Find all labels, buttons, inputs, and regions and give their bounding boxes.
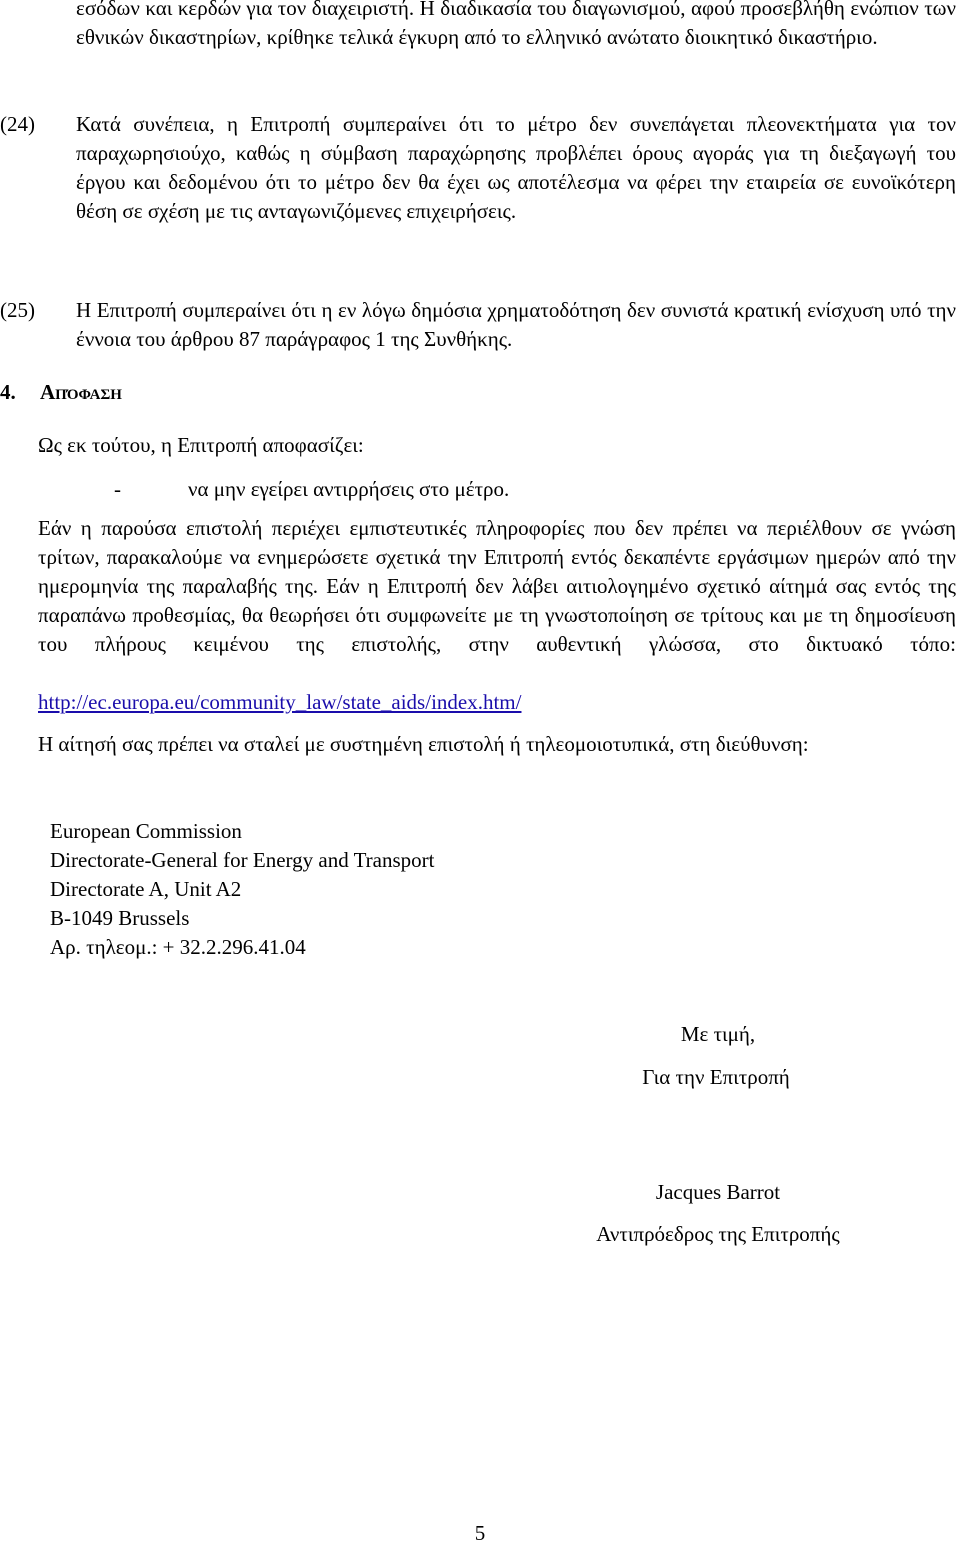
paragraph-number-25: (25) <box>0 298 35 322</box>
signatory-title: Αντιπρόεδρος της Επιτροπής <box>596 1222 840 1246</box>
section-title: Απόφαση <box>40 380 122 404</box>
closing-salutation: Με τιμή, <box>680 1022 756 1046</box>
section-number: 4. <box>0 380 16 404</box>
continuation-paragraph: εσόδων και κερδών για τον διαχειριστή. Η διαδικασία του διαγωνισμού, αφού προσεβλήθη ενώπιον των εθνικών δικαστηρίων, κρίθηκε τελικά έγκυρη από το ελληνικό ανώτατο διοικητικό δικαστήριο. <box>76 0 956 49</box>
address-line: Directorate A, Unit A2 <box>50 877 242 901</box>
paragraph-24: Κατά συνέπεια, η Επιτροπή συμπεραίνει ότι το μέτρο δεν συνεπάγεται πλεονεκτήματα για τον παραχωρησιούχο, καθώς η σύμβαση παραχώρησης προβλέπει όρους αγοράς για τη διεξαγωγή του έργου και δεδομένου ότι το μέτρο δεν θα έχει ως αποτέλεσμα να φέρει την εταιρεία σε ευνοϊκότερη θέση σε σχέση με τις ανταγωνιζόμενες επιχειρήσεις. <box>76 112 956 223</box>
address-line: European Commission <box>50 819 242 843</box>
request-paragraph: Η αίτησή σας πρέπει να σταλεί με συστημένη επιστολή ή τηλεομοιοτυπικά, στη διεύθυνση: <box>38 732 809 756</box>
signatory-name: Jacques Barrot <box>655 1180 781 1204</box>
section-heading <box>0 380 122 405</box>
closing-on-behalf: Για την Επιτροπή <box>642 1065 790 1089</box>
decision-intro: Ως εκ τούτου, η Επιτροπή αποφασίζει: <box>38 433 364 457</box>
decision-bullet: - <box>114 477 121 501</box>
paragraph-number-24: (24) <box>0 112 35 136</box>
confidentiality-paragraph: Εάν η παρούσα επιστολή περιέχει εμπιστευτικές πληροφορίες που δεν πρέπει να περιέλθουν σε γνώση τρίτων, παρακαλούμε να ενημερώσετε σχετικά την Επιτροπή εντός δεκαπέντε εργάσιμων ημερών από την ημερομηνία της παραλαβής της. Εάν η Επιτροπή δεν λάβει αιτιολογημένο σχετικό αίτημά σας εντός της παραπάνω προθεσμίας, θα θεωρήσει ότι συμφωνείτε με τη γνωστοποίηση σε τρίτους και με τη δημοσίευση του πλήρους κειμένου της επιστολής, στην αυθεντική γλώσσα, στο δικτυακό τόπο: <box>38 516 956 656</box>
fax-number: Αρ. τηλεομ.: + 32.2.296.41.04 <box>50 935 306 959</box>
state-aids-link[interactable]: http://ec.europa.eu/community_law/state_aids/index.htm/ <box>38 690 522 714</box>
address-line: Directorate-General for Energy and Transport <box>50 848 435 872</box>
paragraph-25: Η Επιτροπή συμπεραίνει ότι η εν λόγω δημόσια χρηματοδότηση δεν συνιστά κρατική ενίσχυση υπό την έννοια του άρθρου 87 παράγραφος 1 της Συνθήκης. <box>76 298 956 351</box>
page-number: 5 <box>474 1521 486 1545</box>
address-line: B-1049 Brussels <box>50 906 190 930</box>
decision-item-text: να μην εγείρει αντιρρήσεις στο μέτρο. <box>188 477 510 501</box>
